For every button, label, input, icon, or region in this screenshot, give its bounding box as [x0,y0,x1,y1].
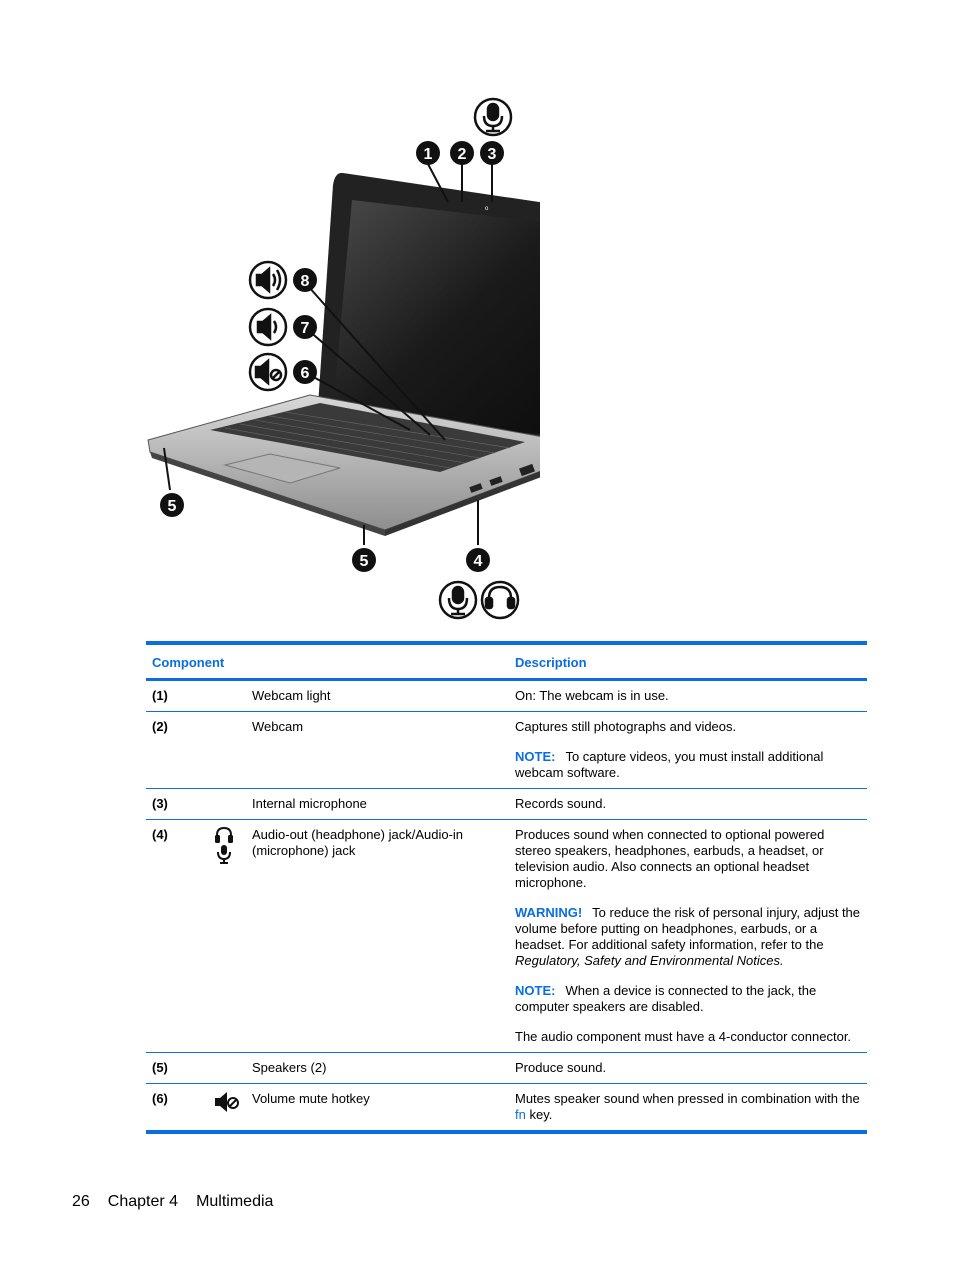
svg-text:3: 3 [487,146,497,163]
svg-text:6: 6 [300,365,310,382]
microphone-icon [475,99,511,135]
headset-jack-icon [214,827,234,865]
fn-key: fn [515,1106,526,1122]
callout-2 [450,141,474,165]
svg-text:4: 4 [473,553,483,570]
table-row [146,1052,867,1083]
callout-7 [293,315,317,339]
row-description: Mutes speaker sound when pressed in combination with the fn key. [515,1083,867,1132]
row-number: (4) [146,819,202,1052]
volume-mute-icon [214,1091,240,1113]
row-description: Produces sound when connected to optional powered stereo speakers, headphones, earbuds, a headset, or television audio. Also connects an optional headset microphone. WARNING! To reduce the risk of personal injury, adjust the volume before putting on headphones, earbuds, or a headset. For additional safety information, refer to the Regulatory, Safety and Environmental Notices. NOTE: When a device is connected to the jack, the computer speakers are disabled. The audio component must have a 4-conductor connector. [515,819,867,1052]
callout-3 [480,141,504,165]
row-component: Volume mute hotkey [252,1083,515,1132]
callout-5b [352,548,376,572]
callout-6 [293,360,317,384]
row-component: Speakers (2) [252,1052,515,1083]
row-number: (3) [146,788,202,819]
speaker-volume-down-icon [250,309,286,345]
svg-text:8: 8 [300,273,310,290]
table-row [146,1083,867,1132]
callout-4 [466,548,490,572]
table-row [146,819,867,1052]
note: NOTE: When a device is connected to the jack, the computer speakers are disabled. [515,982,817,1014]
page-number: 26 [72,1193,90,1210]
table-header-row [146,643,867,679]
callout-8 [293,268,317,292]
row-component: Webcam light [252,679,515,711]
laptop-screen [332,200,540,435]
row-description: On: The webcam is in use. [515,679,867,711]
row-component: Internal microphone [252,788,515,819]
row-description: Records sound. [515,788,867,819]
row-number: (5) [146,1052,202,1083]
row-component: Webcam [252,711,515,788]
row-component: Audio-out (headphone) jack/Audio-in (microphone) jack [252,819,515,1052]
microphone-jack-icon [440,582,476,618]
svg-text:7: 7 [300,320,310,337]
headphone-jack-icon [482,582,518,618]
laptop-illustration [140,90,540,630]
speaker-mute-icon [250,354,286,390]
row-number: (1) [146,679,202,711]
svg-text:2: 2 [457,146,467,163]
header-component: Component [146,643,515,679]
header-description: Description [515,643,867,679]
row-description: Produce sound. [515,1052,867,1083]
page-footer [72,1193,291,1211]
section-label: Multimedia [196,1193,274,1210]
svg-text:1: 1 [423,146,433,163]
chapter-label: Chapter 4 [107,1193,179,1210]
svg-text:o: o [485,206,489,212]
table-row [146,711,867,788]
speaker-volume-up-icon [250,262,286,298]
svg-text:5: 5 [359,553,369,570]
svg-text:5: 5 [167,498,177,515]
table-row [146,788,867,819]
table-row [146,679,867,711]
row-number: (6) [146,1083,202,1132]
component-table [146,641,867,1134]
warning: WARNING! To reduce the risk of personal injury, adjust the volume before putting on headphones, earbuds, or a headset. For additional safety information, refer to the Regulatory, Safety and Environmental Notices. [515,904,861,968]
note: NOTE: To capture videos, you must install additional webcam software. [515,748,824,780]
row-description: Captures still photographs and videos. NOTE: To capture videos, you must install additional webcam software. [515,711,867,788]
callout-5a [160,493,184,517]
callout-1 [416,141,440,165]
row-number: (2) [146,711,202,788]
